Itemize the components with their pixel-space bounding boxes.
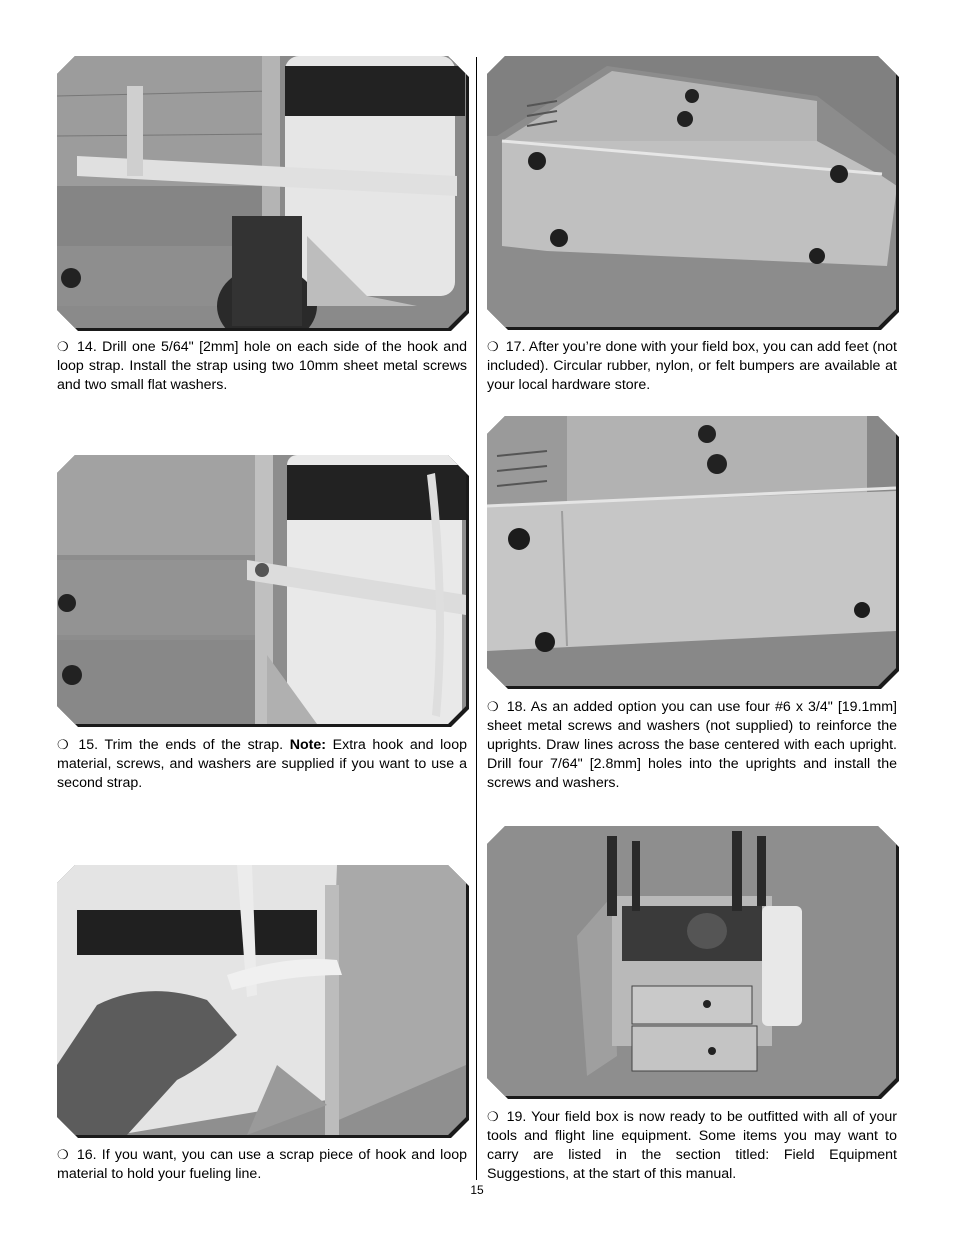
step-text: If you want, you can use a scrap piece of hook and loop material to hold your fueling line. bbox=[57, 1147, 467, 1182]
photo-step-15 bbox=[57, 455, 466, 724]
page-number: 15 bbox=[470, 1183, 484, 1197]
checkbox-bullet-icon: ❍ bbox=[57, 737, 69, 752]
step-number: 18. bbox=[506, 699, 527, 715]
step-16-text bbox=[57, 1145, 467, 1184]
photo-step-14 bbox=[57, 56, 466, 328]
step-17-text bbox=[487, 337, 897, 395]
step-text: Your field box is now ready to be outfitted with all of your tools and flight line equipment. Some items you may want to carry are listed in the section titled: Field Equipment Suggestions, at the start of this manual. bbox=[487, 1109, 898, 1182]
step-15-text bbox=[57, 735, 467, 793]
note-label: Note: bbox=[289, 737, 326, 753]
photo-step-18 bbox=[487, 416, 896, 686]
step-19-text bbox=[487, 1107, 897, 1184]
step-number: 16. bbox=[76, 1147, 97, 1163]
photo-step-16 bbox=[57, 865, 466, 1135]
step-number: 15. bbox=[78, 737, 99, 753]
step-text: Drill one 5/64" [2mm] hole on each side of the hook and loop strap. Install the strap using two 10mm sheet metal screws and two small flat washers. bbox=[57, 339, 467, 393]
step-number: 19. bbox=[506, 1109, 527, 1125]
checkbox-bullet-icon: ❍ bbox=[57, 339, 69, 354]
photo-step-19 bbox=[487, 826, 896, 1096]
checkbox-bullet-icon: ❍ bbox=[487, 699, 499, 714]
checkbox-bullet-icon: ❍ bbox=[57, 1147, 69, 1162]
step-number: 14. bbox=[77, 339, 97, 355]
step-number: 17. bbox=[505, 339, 526, 355]
step-text: As an added option you can use four #6 x 3/4" [19.1mm] sheet metal screws and washers (not supplied) to reinforce the uprights. Draw lines across the base centered with each upright. Drill four 7/64" [2.8mm] holes into the uprights and install the screws and washers. bbox=[487, 699, 897, 791]
checkbox-bullet-icon: ❍ bbox=[487, 339, 499, 354]
step-text-continued: Extra hook and loop material, screws, and washers are supplied if you want to use a second strap. bbox=[57, 737, 467, 791]
column-divider bbox=[476, 57, 477, 1180]
step-text: Trim the ends of the strap. bbox=[104, 737, 284, 753]
step-14-text bbox=[57, 337, 467, 395]
step-18-text bbox=[487, 697, 897, 793]
photo-step-17 bbox=[487, 56, 896, 327]
checkbox-bullet-icon: ❍ bbox=[487, 1109, 499, 1124]
step-text: After you’re done with your field box, you can add feet (not included). Circular rubber, nylon, or felt bumpers are available at your local hardware store. bbox=[487, 339, 897, 393]
